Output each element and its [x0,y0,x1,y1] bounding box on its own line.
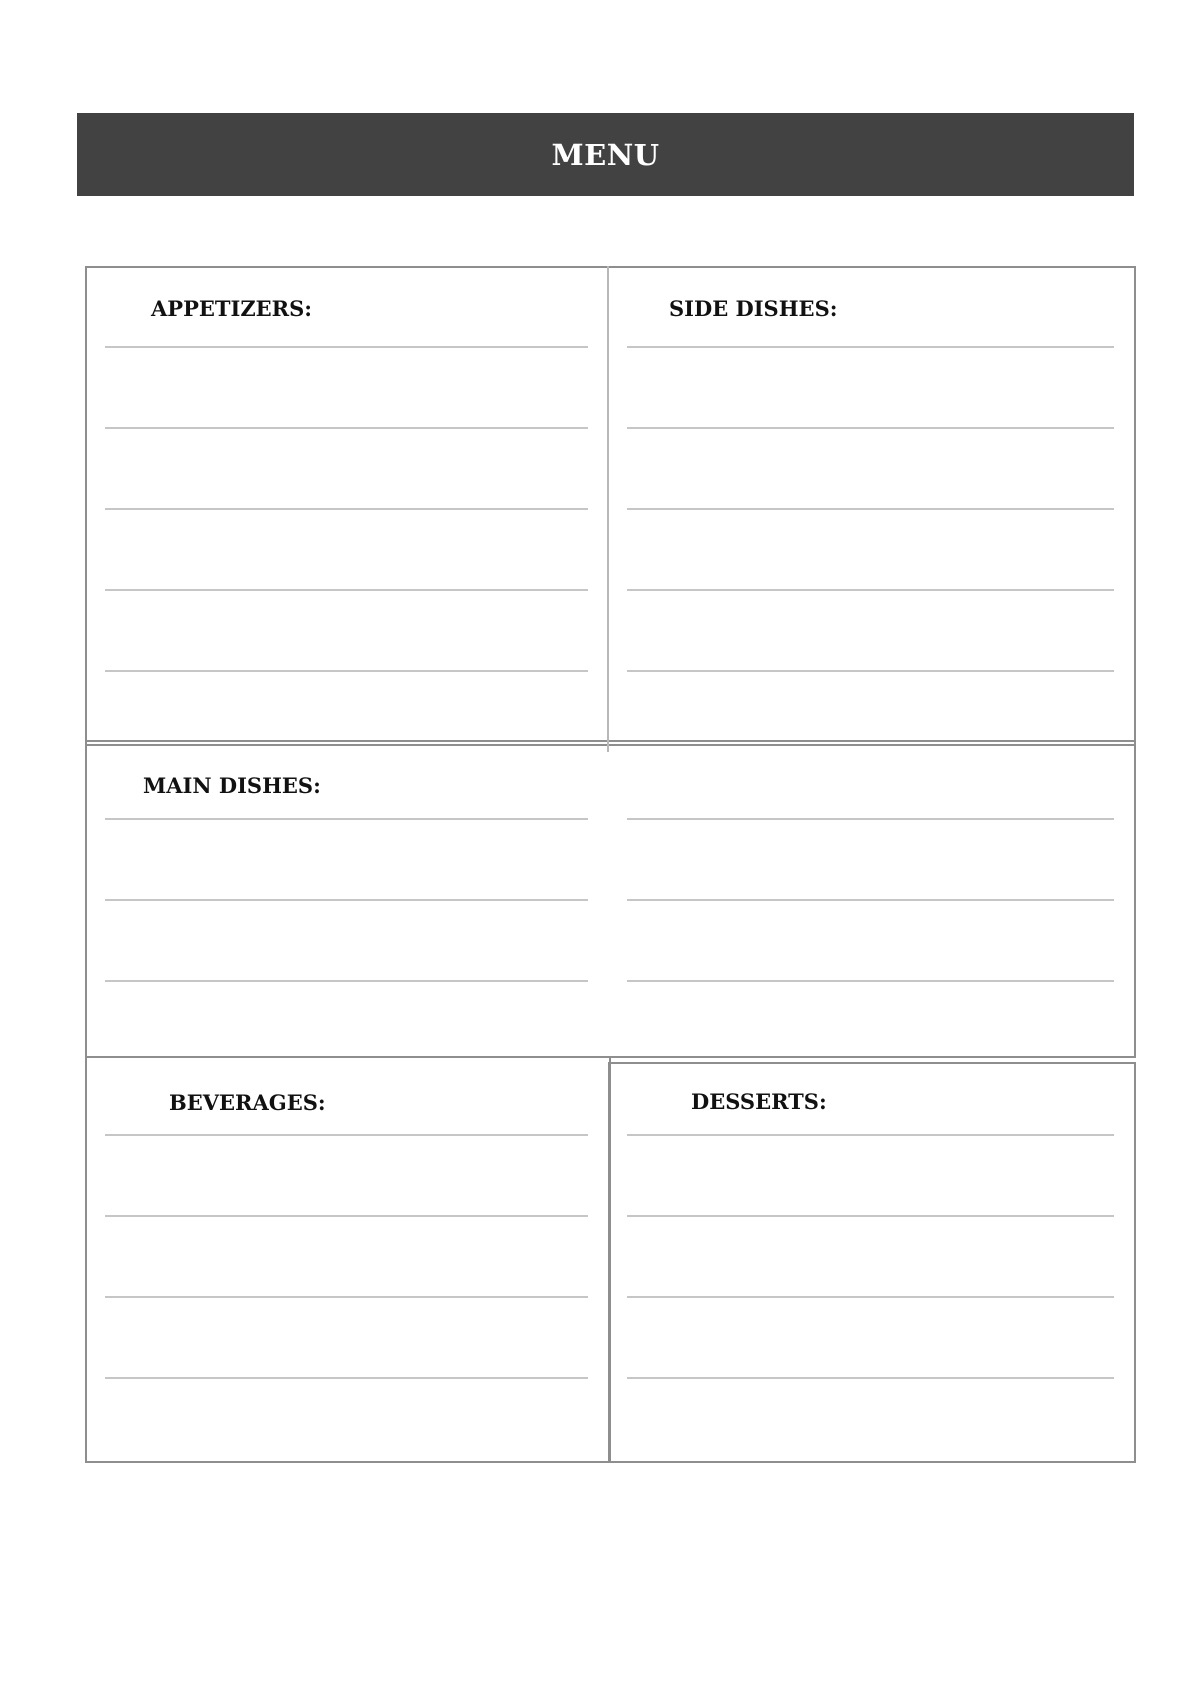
main-dishes-line[interactable] [105,980,588,982]
side-dishes-line[interactable] [627,670,1114,672]
desserts-line[interactable] [627,1215,1114,1217]
side-dishes-line[interactable] [627,346,1114,348]
appetizers-line[interactable] [105,589,588,591]
desserts-heading: DESSERTS: [691,1089,827,1114]
side-dishes-line[interactable] [627,427,1114,429]
desserts-line[interactable] [627,1296,1114,1298]
side-dishes-heading: SIDE DISHES: [669,296,838,321]
main-dishes-heading: MAIN DISHES: [143,773,321,798]
appetizers-sides-box [85,266,1136,746]
appetizers-line[interactable] [105,508,588,510]
page-title: MENU [551,137,660,172]
main-dishes-line[interactable] [105,899,588,901]
beverages-line[interactable] [105,1296,588,1298]
main-dishes-line[interactable] [627,818,1114,820]
main-dishes-line[interactable] [627,899,1114,901]
main-dishes-line[interactable] [627,980,1114,982]
desserts-line[interactable] [627,1134,1114,1136]
beverages-box [85,1056,611,1463]
appetizers-line[interactable] [105,670,588,672]
menu-title-bar [77,113,1134,196]
beverages-line[interactable] [105,1215,588,1217]
desserts-box [608,1062,1136,1463]
appetizers-heading: APPETIZERS: [151,296,313,321]
column-divider-top [607,266,609,752]
appetizers-line[interactable] [105,427,588,429]
desserts-line[interactable] [627,1377,1114,1379]
beverages-line[interactable] [105,1377,588,1379]
appetizers-line[interactable] [105,346,588,348]
side-dishes-line[interactable] [627,508,1114,510]
side-dishes-line[interactable] [627,589,1114,591]
main-dishes-line[interactable] [105,818,588,820]
beverages-heading: BEVERAGES: [169,1090,326,1115]
beverages-line[interactable] [105,1134,588,1136]
